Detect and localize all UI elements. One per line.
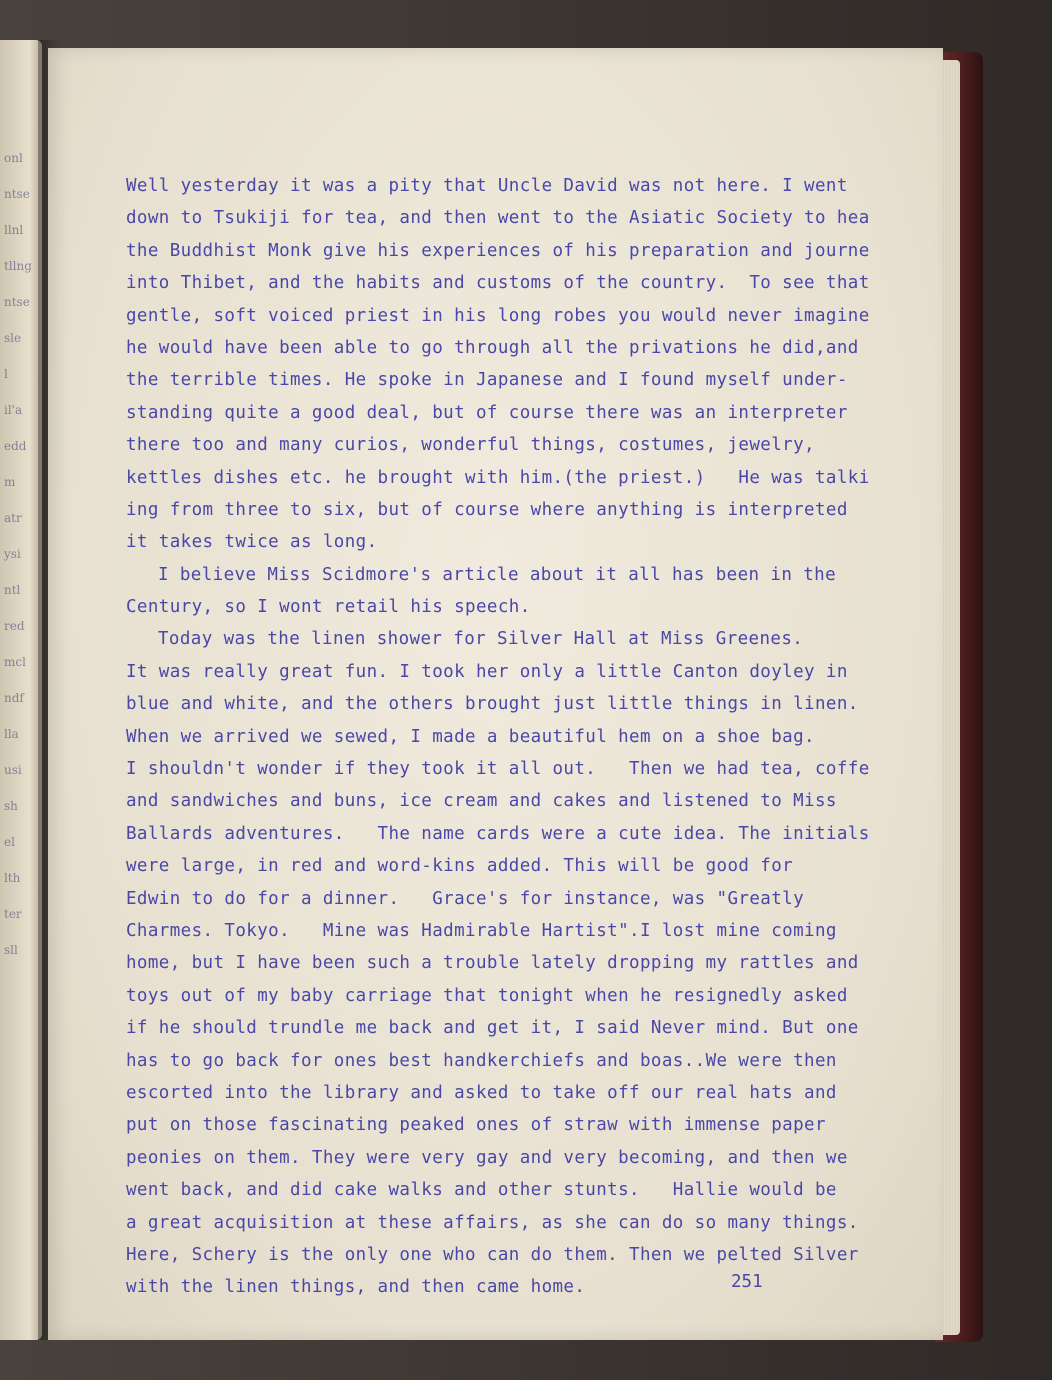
- text-line: with the linen things, and then came home.: [126, 1277, 586, 1298]
- text-line: standing quite a good deal, but of course there was an interpreter: [126, 402, 848, 423]
- text-line: gentle, soft voiced priest in his long robes you would never imagine: [126, 305, 870, 326]
- facing-page-fragment: m: [4, 475, 16, 489]
- facing-page-fragment: red: [4, 619, 25, 633]
- facing-page-fragment: usi: [4, 763, 22, 777]
- text-line: if he should trundle me back and get it, I said Never mind. But one: [126, 1018, 859, 1039]
- facing-page-fragment: l: [4, 367, 8, 381]
- text-line: blue and white, and the others brought just little things in linen.: [126, 694, 859, 715]
- facing-page-fragment: ysi: [4, 547, 21, 561]
- facing-page-fragment: llnl: [4, 223, 24, 237]
- text-line: went back, and did cake walks and other stunts. Hallie would be: [126, 1180, 837, 1201]
- facing-page-edge: [0, 40, 42, 1340]
- facing-page-fragment: ter: [4, 907, 22, 921]
- facing-page-fragment: lla: [4, 727, 19, 741]
- facing-page-fragment: ntse: [4, 187, 30, 201]
- page-text: [126, 170, 946, 1304]
- text-line: Here, Schery is the only one who can do them. Then we pelted Silver: [126, 1244, 859, 1265]
- text-line: into Thibet, and the habits and customs of the country. To see that: [126, 273, 870, 294]
- text-line: home, but I have been such a trouble lately dropping my rattles and: [126, 953, 859, 974]
- text-line: has to go back for ones best handkerchiefs and boas..We were then: [126, 1050, 837, 1071]
- text-line: toys out of my baby carriage that tonight when he resignedly asked: [126, 985, 848, 1006]
- facing-page-fragment: ntse: [4, 295, 30, 309]
- facing-page-fragment: sll: [4, 943, 18, 957]
- facing-page-fragment: tllng: [4, 259, 32, 273]
- text-line: and sandwiches and buns, ice cream and cakes and listened to Miss: [126, 791, 837, 812]
- text-line: the Buddhist Monk give his experiences of his preparation and journe: [126, 240, 870, 261]
- facing-page-fragment: el: [4, 835, 15, 849]
- text-line: were large, in red and word-kins added. This will be good for: [126, 856, 794, 877]
- facing-page-fragment: sle: [4, 331, 22, 345]
- text-line: the terrible times. He spoke in Japanese and I found myself under-: [126, 370, 848, 391]
- text-line: put on those fascinating peaked ones of straw with immense paper: [126, 1115, 826, 1136]
- text-line: Today was the linen shower for Silver Hall at Miss Greenes.: [158, 629, 804, 650]
- text-line: he would have been able to go through all the privations he did,and: [126, 337, 859, 358]
- text-line: It was really great fun. I took her only a little Canton doyley in: [126, 661, 848, 682]
- facing-page-fragment: mcl: [4, 655, 26, 669]
- text-line: it takes twice as long.: [126, 532, 378, 553]
- text-line: down to Tsukiji for tea, and then went to the Asiatic Society to hea: [126, 208, 870, 229]
- text-line: kettles dishes etc. he brought with him.(the priest.) He was talki: [126, 467, 870, 488]
- text-line: Well yesterday it was a pity that Uncle David was not here. I went: [126, 176, 848, 196]
- facing-page-fragment: sh: [4, 799, 18, 813]
- facing-page-fragment: ndf: [4, 691, 24, 705]
- text-line: peonies on them. They were very gay and very becoming, and then we: [126, 1147, 848, 1168]
- facing-page-fragment: onl: [4, 151, 23, 165]
- text-line: ing from three to six, but of course where anything is interpreted: [126, 499, 848, 520]
- text-line: a great acquisition at these affairs, as she can do so many things.: [126, 1212, 859, 1233]
- text-line: I shouldn't wonder if they took it all out. Then we had tea, coffe: [126, 759, 870, 780]
- facing-page-fragment: edd: [4, 439, 27, 453]
- text-line: When we arrived we sewed, I made a beautiful hem on a shoe bag.: [126, 726, 815, 747]
- text-line: escorted into the library and asked to take off our real hats and: [126, 1082, 837, 1103]
- text-line: Charmes. Tokyo. Mine was Hadmirable Hartist".I lost mine coming: [126, 920, 837, 941]
- text-line: there too and many curios, wonderful things, costumes, jewelry,: [126, 435, 815, 456]
- facing-page-fragment: lth: [4, 871, 21, 885]
- facing-page-fragment: atr: [4, 511, 22, 525]
- typewritten-page: [48, 48, 943, 1340]
- text-line: Ballards adventures. The name cards were a cute idea. The initials: [126, 823, 870, 844]
- facing-page-text-fragments: [4, 140, 34, 968]
- facing-page-fragment: ntl: [4, 583, 21, 597]
- text-line: Century, so I wont retail his speech.: [126, 597, 531, 618]
- page-number: 251: [731, 1272, 763, 1292]
- text-line: Edwin to do for a dinner. Grace's for instance, was "Greatly: [126, 888, 805, 909]
- facing-page-fragment: il'a: [4, 403, 23, 417]
- text-line: I believe Miss Scidmore's article about it all has been in the: [158, 564, 837, 585]
